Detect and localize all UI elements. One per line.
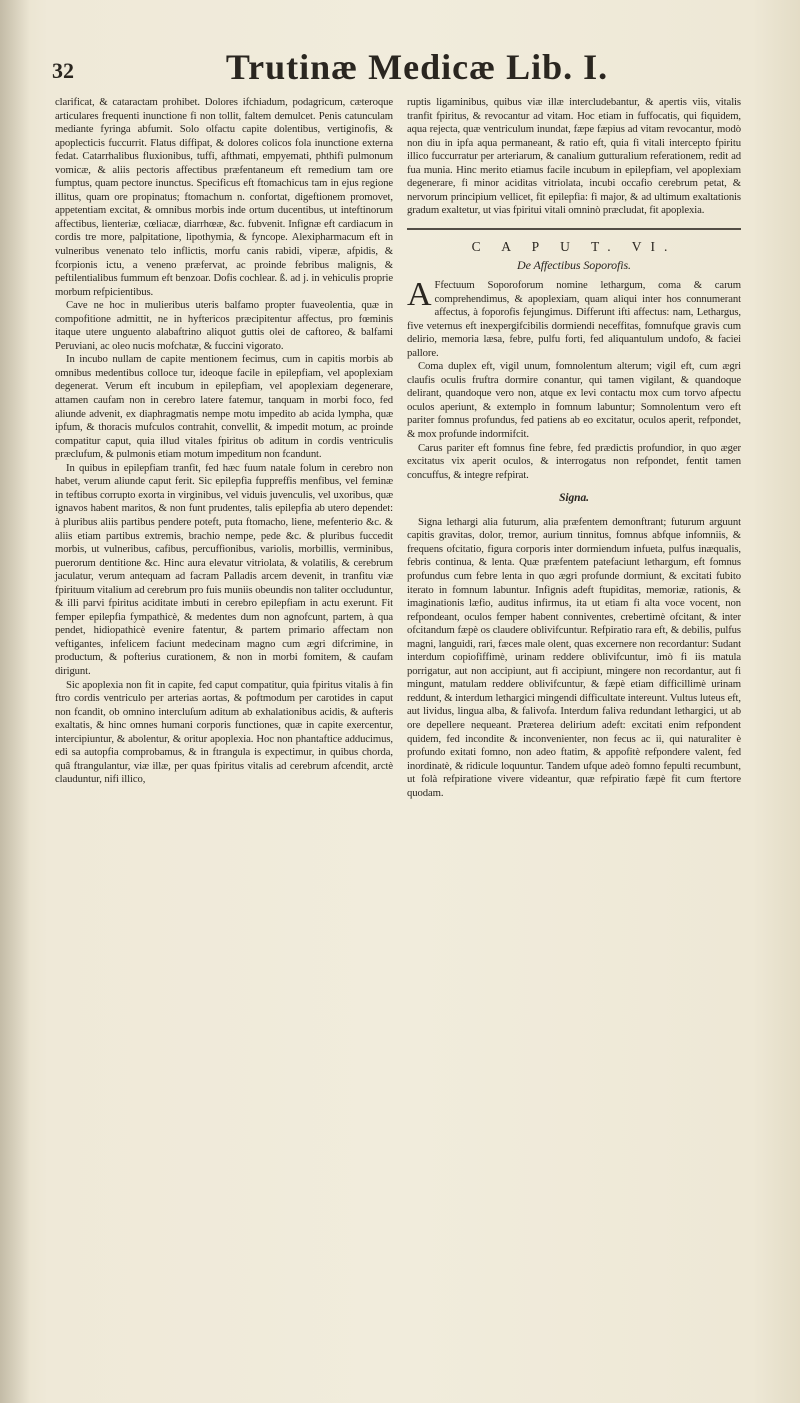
left-paragraph: Sic apoplexia non fit in capite, fed caput compatitur, quia fpiritus vitalis à fin ftro cordis ventriculo per arterias aortas, & poftmodum per carotides in caput non fcandit, ob omnino intercluſum aditum ab exhalationibus acidis, & aufteris exaltatis, & hinc omnes humani corporis functiones, quæ in capite exercentur, intercipiuntur, & abolentur, & oritur apoplexia. Hoc non phantaftice adducimus, edi sa autopfia comprobamus, & in ftrangula is expectimur, in quibus chorda, quâ ftrangulantur, viæ illæ, per quas fpiritus vitalis ad cerebrum afcendit, arctè clauduntur, nifi illico, bbox=[55, 678, 393, 786]
drop-cap: A bbox=[407, 276, 432, 314]
running-head bbox=[52, 48, 782, 94]
chapter-paragraph: Carus pariter eft fomnus fine febre, fed prædictis profundior, in quo æger excitatus vix aperit oculos, & interrogatus non refpondet, fentit tamen concuffus, & integre refpirat. bbox=[407, 441, 741, 481]
section-divider bbox=[407, 228, 741, 230]
left-column bbox=[55, 96, 393, 787]
chapter-paragraph: Coma duplex eft, vigil unum, fomnolentum alterum; vigil eft, cum ægri claufis oculis fruftra dormire conantur, qui tamen vigilant, & quandoque delirant, quandoque vero non, atque ex levi contactu mox cum torvo afpectu oculos aperiunt, & extemplo in fomnum labuntur; Somnolentum vero eft pariter fomnus profundus, fed patiens ab eo excitatur, oculos aperit, refpondet, & mox profunde indormifcit. bbox=[407, 360, 741, 441]
left-paragraph: clarificat, & cataractam prohibet. Dolores ifchiadum, podagricum, cæteroque articulares frequenti inunctione fi non tollit, faltem demulcet. Penis catunculam mediante fyringa abfumit. Solo olfactu capite dolentibus, vertiginofis, & apoplecticis fuccurrit. Flatus diffipat, & dolores colicos fola inunctione externa fedat. Catarrhalibus fluxionibus, tuffi, afthmati, empyemati, phthifi pulmonum vomicæ, & aliis pectoris affectibus præfentaneum eft remedium tam ore fumptus, quam pectore inunctus. Specificus eft ftomachicus tam in ejus regione illitus, quam ore propinatus; ftomachum n. confortat, digeftionem promovet, appetentiam excitat, & omnibus morbis inde ortum ducentibus, ut inteftinorum affectibus, lienteriæ, cœliacæ, diarrhœæ, &c. fubvenit. Infignæ eft cardiacum in cordis tre more, palpitatione, lipothymia, & fyncope. Alexipharmacum eft in vulneribus venenato telo inflictis, morfu canis rabidi, viperæ, afpidis, & fcorpionis ictu, a veneno præfervat, ac proinde febribus malignis, & peftilentialibus fummum eft benzoar. Dofis cochlear. ß. ad j. in vehiculis proprie morbum refpicientibus. bbox=[55, 96, 393, 298]
right-column bbox=[407, 96, 741, 800]
left-paragraph: Cave ne hoc in mulieribus uteris balfamo propter fuaveolentia, quæ in compofitione admittit, ne in hyftericos præcipitentur affectus, pro fœminis itaque utere unguento alabaftrino aliquot guttis olei de caftoreo, & balfami Peruviani, ac oleo nucis mofchatæ, & fuccini vigorato. bbox=[55, 299, 393, 352]
signa-paragraph: Signa lethargi alia futurum, alia præfentem demonftrant; futurum arguunt capitis gravitas, dolor, tremor, aurium tinnitus, fomnus abfque infomniis, & frequens ofcitatio, figura corporis inter dormiendum infueta, pulfus inæqualis, febris continua, & lenta. Quæ præfentem patefaciunt lethargum, eft fomnus profundus cum febre lenta in quo ægri profunde dormiunt, & excitati fubito iterato in fomnum labuntur. Infignis adeft ftupiditas, memoriæ, rationis, & imaginationis læfio, auditus infirmus, ita ut etiam fi alta voce vocent, non refpondeant, oculos femper habent conniventes, crebertimè ofcitant, & inter ofcitandum fæpè os claudere oblivifcuntur. Refpiratio rara eft, & debilis, pulfus magni, languidi, rari, fæces male olent, quas excernere non recordantur: Sudant interdum copiofiffimè, urinam reddere oblivifcuntur, imò fi iis matula porrigatur, aut non accipiunt, aut fi accipiunt, mingere non recordantur, aut fi mingunt, matulam reddere oblivifcuntur, & fæpè etiam difficillimè urinam reddunt, & interdum lethargici mingendi difficultate intereunt. Vultus luteus eft, aut lividus, lingua alba, & falivofa. Interdum faliva redundant lethargici, ut ab ore depellere nequeant. Præterea delirium adeft: excitati enim refpondent quidem, fed incondite & inconvenienter, non fecus ac ii, qui naturaliter è profundo exitati fomno, non adeo ftatim, & appofitè refpondere valent, fed inordinatè, & ridicule loquuntur. Tandem ufque adeò fomno fepulti recumbunt, ut folà refpiratione vivere videantur, quæ refpiratio fæpè fit cum ftertore quodam. bbox=[407, 515, 741, 799]
page-number: 32 bbox=[52, 58, 74, 83]
chapter-first-paragraph-text: Ffectuum Soporoforum nomine lethargum, coma & carum comprehendimus, & apoplexiam, quam aliqui inter hos connumerant affectus, à foporofis fejungimus. Differunt ifti affectus: nam, Lethargus, five veternus eft inexpergifcibilis dormiendi neceffitas, fomnufque gravis cum delirio, memoria læsa, febre, pulfu forti, fed aliquantulum undofo, & faciei pallore. bbox=[407, 279, 741, 359]
signa-heading: Signa. bbox=[559, 492, 589, 505]
chapter-first-paragraph bbox=[407, 276, 741, 360]
chapter-heading: C A P U T. VI. bbox=[471, 238, 677, 254]
right-paragraph: ruptis ligaminibus, quibus viæ illæ intercludebantur, & apertis viis, vitalis tranfit fpiritus, & revocantur ad vitam. Hoc etiam in fuffocatis, qui fiquidem, aqua rejecta, quæ ventriculum inundat, fæpe fæpius ad vitam revocantur, modò non diu in ipfa aqua permaneant, & ratio eft, quia fi vitali intercepto fpiritu illico fuccurratur per arteriarum, & canalium gutturalium referationem, redit ad fua munia. Hinc merito etiamus facile incubum in epilepfiam, vel apoplexiam degenerare, fi minor aciditas vitriolata, incubi occafio cerebrum petat, & nervorum principium vellicet, fit epilepfia: fi major, & ad ultimum exaltationis gradum exaltetur, ut vias fpiritui vitali omninò præcludat, fit apoplexia. bbox=[407, 96, 741, 217]
left-paragraph: In incubo nullam de capite mentionem fecimus, cum in capitis morbis ab omnibus medentibus colloce tur, ideoque facile in epilepfiam, vel apoplexiam degenerat. Verum eft incubum in epilepfiam, vel apoplexiam degenerare, attamen caufam non in cerebro latere fatemur, tanquam in morbi foco, fed aliunde advenit, ex diaphragmatis nempe motu impedito ab acida lympha, quæ ipfum, & thoracis mufculos contrahit, convellit, & impedit motum, ac proinde compatitur caput, quia illud vitales fpiritus ob aditum in cordis ventriculis præclufum, & pulmonis etiam motum impeditum non fcandunt. bbox=[55, 353, 393, 461]
chapter-title: De Affectibus Soporofis. bbox=[517, 258, 631, 273]
binding-shadow bbox=[0, 0, 30, 1403]
left-paragraph: In quibus in epilepfiam tranfit, fed hæc fuum natale folum in cerebro non habet, verum aliunde caput ferit. Sic epilepfia fuppreffis menfibus, vel feminæ in teftibus corrupto exorta in virginibus, vel viduis juvenculis, vel uxoribus, quæ ignavos habent maritos, & non funt prudentes, talis epilepfia ab utero dependet: à pluribus aliis partibus pendere poteft, puta ftomacho, liene, mefenterio &c. & aliis etiam partibus extremis, brachio nempe, pede &c. & pluribus fuccedit morbis, ut vulneribus, cafibus, percuffionibus, variolis, morbillis, verminibus, puerorum dentitione &c. Hinc aura elevatur vitriolata, & volatilis, & cerebrum jaculatur, verum antequam ad facram Palladis arcem devenit, in tranfitu viæ fpirituum vitalium ad cerebrum pro fuis muniis obeundis non taliter occluduntur, & illi parvi fpiritus aciditate imbuti in cerebro epilepfiam in actu exerunt. Fit femper epilepfia fympathicè, & medentes dum non agnofcunt, partem, à qua pendet, hidiopathicè evenire fatentur, & partem primario affectam non veftigantes, infelicem faciunt medecinam magno cum ægri difcrimine, in productum, & pofterius curationem, & non in morbi fomitem, & caufam dirigunt. bbox=[55, 461, 393, 677]
running-title: Trutinæ Medicæ Lib. I. bbox=[225, 47, 609, 87]
